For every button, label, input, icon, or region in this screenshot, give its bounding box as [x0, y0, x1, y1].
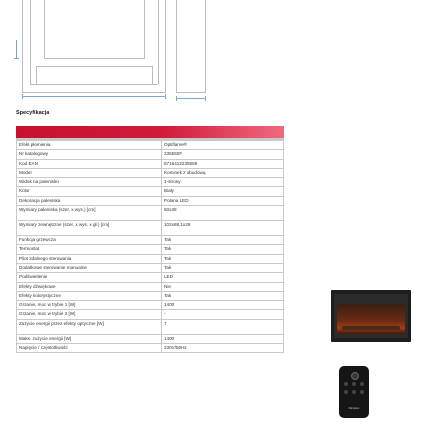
table-row — [17, 334, 284, 343]
spec-label: Dekoracja paleniska — [17, 196, 162, 205]
spec-label: Pilot zdalnego sterowania — [17, 254, 162, 263]
spec-value: 230V/50Hz — [162, 344, 284, 353]
spec-label: Model — [17, 168, 162, 177]
table-row — [17, 178, 284, 187]
table-row — [17, 196, 284, 205]
table-row — [17, 263, 284, 272]
spec-value: 60x38 — [162, 206, 284, 221]
spec-label: Nr katalogowy — [17, 150, 162, 159]
spec-label: Kod EAN — [17, 159, 162, 168]
table-row — [17, 168, 284, 177]
spec-value: Tak — [162, 263, 284, 272]
spec-label: Termostat — [17, 245, 162, 254]
spec-label: Maks. zużycie energii [W] — [17, 334, 162, 343]
spec-label: Napięcie / częstotliwość — [17, 344, 162, 353]
section-header-band — [16, 126, 284, 138]
table-row — [17, 344, 284, 353]
spec-label: Grzanie, moc w trybie 1 [W] — [17, 301, 162, 310]
spec-label: Widok na palenisko — [17, 178, 162, 187]
spec-value: Tak — [162, 236, 284, 245]
spec-value: Kominek z obudową — [162, 168, 284, 177]
spec-label: Wymiary zewnętrzne (szer. x wys. x gł.) [cm] — [17, 221, 162, 236]
table-row — [17, 282, 284, 291]
table-row — [17, 141, 284, 150]
table-row — [17, 236, 284, 245]
spec-label: Wymiary paleniska (szer. x wys.) [cm] — [17, 206, 162, 221]
spec-value: Optiflame® — [162, 141, 284, 150]
table-row — [17, 301, 284, 310]
remote-logo: Dimplex — [348, 406, 360, 410]
spec-value: 102x88,1x29 — [162, 221, 284, 236]
table-row — [17, 159, 284, 168]
table-row — [17, 150, 284, 159]
spec-value: 1-strony — [162, 178, 284, 187]
spec-value: Polana LED — [162, 196, 284, 205]
spec-label: Zużycie energii przez efekty optyczne [W] — [17, 319, 162, 334]
table-row — [17, 245, 284, 254]
spec-label: Podświetlenie — [17, 273, 162, 282]
table-row — [17, 254, 284, 263]
spec-value: LED — [162, 273, 284, 282]
table-row — [17, 206, 284, 221]
table-row — [17, 273, 284, 282]
table-row — [17, 319, 284, 334]
spec-value: 1400 — [162, 334, 284, 343]
spec-value: Tak — [162, 291, 284, 300]
spec-label: Grzanie, moc w trybie 2 [W] — [17, 310, 162, 319]
table-row — [17, 291, 284, 300]
spec-label: Efekty dźwiękowe — [17, 282, 162, 291]
spec-label: Funkcja grzewcza — [17, 236, 162, 245]
section-title: Specyfikacja — [16, 110, 50, 116]
spec-value: Tak — [162, 254, 284, 263]
table-row — [17, 187, 284, 196]
spec-label: Dodatkowe sterowanie manualne — [17, 263, 162, 272]
specification-table — [16, 140, 284, 353]
spec-value: Tak — [162, 245, 284, 254]
spec-label: Efekt płomienia — [17, 141, 162, 150]
spec-value: 8716412235559 — [162, 159, 284, 168]
spec-value: 7 — [162, 319, 284, 334]
spec-value: - — [162, 310, 284, 319]
spec-value: Biały — [162, 187, 284, 196]
table-row — [17, 221, 284, 236]
spec-label: Efekty kolorystyczne — [17, 291, 162, 300]
spec-value: Nie — [162, 282, 284, 291]
table-row — [17, 310, 284, 319]
spec-value: 235550F — [162, 150, 284, 159]
spec-value: 1400 — [162, 301, 284, 310]
spec-label: Kolor — [17, 187, 162, 196]
